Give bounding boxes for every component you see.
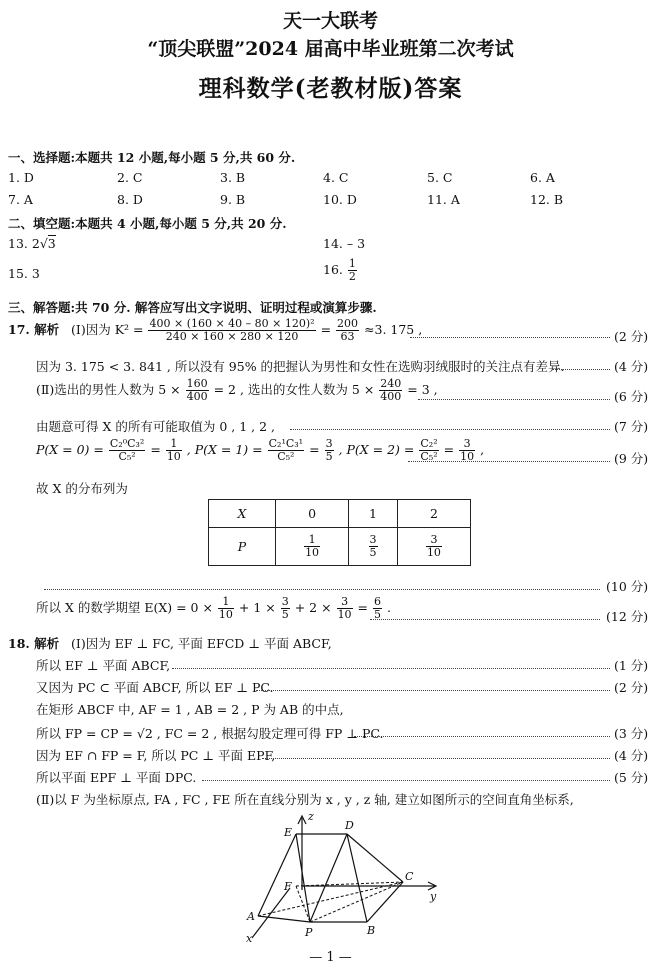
q17-line8 [36,596,391,621]
cell-den: 10 [426,546,441,559]
q17-l5-b: , P(X = 1) = [186,442,263,458]
q17-l1-eq: = [320,322,332,338]
cell-num: 3 [426,534,442,547]
q18-l1: (Ⅰ)因为 EF ⊥ FC, 平面 EFCD ⊥ 平面 ABCF, [71,636,332,651]
edge-EP [296,834,310,922]
label-P: P [305,926,313,939]
q17-l5-v1n: 1 [166,438,182,451]
x-axis [252,888,290,938]
q17-label: 17. 解析 [8,322,60,338]
leader-dots [256,690,610,691]
section3-title: 三、解答题:共 70 分. 解答应写出文字说明、证明过程或演算步骤. [8,300,377,315]
coordinate-figure [240,808,450,948]
edge-DP [310,834,347,922]
q17-l8-f2n: 3 [281,595,289,608]
q17-score1: (2 分) [614,329,649,344]
q17-l5-v3n: 3 [459,438,475,451]
answer-8: 8. D [117,192,143,207]
q17-l1-den2: 63 [340,330,355,344]
q18-score3: (3 分) [614,726,649,741]
answer-14: 14. – 3 [323,236,366,251]
answer-9: 9. B [220,192,246,207]
table-row-label: P [209,528,276,566]
distribution-table [208,499,471,566]
cell-num: 3 [369,532,377,546]
label-A: A [247,910,255,923]
q17-l1-den: 240 × 160 × 280 × 120 [165,330,299,344]
q17-l3-n2: 240 [380,377,402,390]
answer-5: 5. C [427,170,453,185]
leader-dots [354,736,610,737]
leader-dots [408,461,610,462]
leader-dots [172,668,610,669]
q17-l8-c: + 2 × [294,600,332,616]
q17-line3 [36,378,438,403]
q17-l1-pre: (Ⅰ)因为 K² = [71,322,144,338]
answer-16-den: 2 [348,270,356,284]
leader-dots [290,429,610,430]
leader-dots [370,619,600,620]
header-line1: 天一大联考 [282,10,378,32]
header-title: 理科数学(老教材版)答案 [198,75,463,102]
q17-l3-a: (Ⅱ)选出的男性人数为 5 × [36,382,181,398]
q17-l5-v1d: 10 [166,450,181,464]
table-row [209,500,471,528]
label-y: y [430,890,437,903]
q17-l8-d: . [387,600,391,616]
q17-l5-f1n: C₂⁰C₃² [109,437,145,450]
q17-l5-eq2: = [309,442,320,458]
q17-l3-n1: 160 [186,377,208,390]
sqrt-sign: √ [39,236,48,251]
q17-score2: (4 分) [614,359,649,374]
leader-dots [44,589,600,590]
table-cell [397,528,470,566]
answer-15: 15. 3 [8,266,40,281]
q18-line8: (Ⅱ)以 F 为坐标原点, FA , FC , FE 所在直线分别为 x , y , z 轴, 建立如图所示的空间直角坐标系, [36,792,574,807]
q17-line5 [36,438,484,463]
q17-l8-f2d: 5 [281,608,289,622]
label-B: B [367,924,376,937]
answer-16-num: 1 [348,257,356,270]
table-head-1: 1 [349,500,398,528]
leader-dots [262,758,610,759]
answer-4: 4. C [323,170,349,185]
q17-line4: 由题意可得 X 的所有可能取值为 0 , 1 , 2 , [36,419,275,434]
edge-DC [347,834,403,882]
q17-score5: (9 分) [614,451,649,466]
leader-dots [410,337,610,338]
q17-score6: (10 分) [606,579,649,594]
edge-BC [367,882,403,922]
answer-3: 3. B [220,170,246,185]
answer-1: 1. D [8,170,34,185]
table-head-2: 2 [397,500,470,528]
q17-l8-a: 所以 X 的数学期望 E(X) = 0 × [36,600,213,616]
answer-13-prefix: 13. 2 [8,236,40,251]
edge-EA [258,834,296,916]
q18-label: 18. 解析 [8,636,60,651]
label-D: D [345,819,354,832]
q17-l5-f1d: C₅² [118,450,136,464]
q18-line2: 所以 EF ⊥ 平面 ABCF, [36,658,171,673]
q18-line3: 又因为 PC ⊂ 平面 ABCF, 所以 EF ⊥ PC. [36,680,274,695]
page-number: — 1 — [309,950,352,965]
q18-score5: (5 分) [614,770,649,785]
answer-16 [323,258,358,283]
q17-l8-f1d: 10 [218,608,233,622]
q17-l1-num2: 200 [337,317,359,330]
answer-2: 2. C [117,170,143,185]
q17-l3-b: = 2 , 选出的女性人数为 5 × [213,382,375,398]
q17-l5-v3d: 10 [460,450,475,464]
q17-l3-d2: 400 [380,390,402,404]
table-head-x: X [209,500,276,528]
label-F: F [284,880,292,893]
q17-line6: 故 X 的分布列为 [36,481,128,496]
q17-l5-eq1: = [150,442,161,458]
q17-l5-d: , [480,442,485,458]
q17-l5-f3d: C₅² [420,450,438,464]
table-cell [349,528,398,566]
answer-13 [8,236,56,251]
table-cell [276,528,349,566]
label-C: C [405,870,414,883]
label-E: E [284,826,293,839]
q17-l1-num: 400 × (160 × 40 – 80 × 120)² [149,317,315,330]
q18-line4: 在矩形 ABCF 中, AF = 1 , AB = 2 , P 为 AB 的中点, [36,702,344,717]
q17-line1 [8,318,422,343]
q17-l1-post: ≈3. 175 , [364,322,423,338]
q17-l5-f2d: C₅² [277,450,295,464]
q17-line2: 因为 3. 175 < 3. 841 , 所以没有 95% 的把握认为男性和女性在选购羽绒服时的关注点有差异. [36,359,565,374]
edge-AC [258,882,403,916]
leader-dots [418,399,610,400]
q17-score4: (7 分) [614,419,649,434]
label-z: z [308,810,314,823]
cell-den: 5 [369,546,377,559]
answer-10: 10. D [323,192,357,207]
answer-12: 12. B [530,192,564,207]
leader-dots [202,780,610,781]
q17-l8-f4n: 6 [374,595,382,608]
section1-title: 一、选择题:本题共 12 小题,每小题 5 分,共 60 分. [8,150,296,165]
q17-l8-b: + 1 × [238,600,276,616]
q17-score3: (6 分) [614,389,649,404]
q17-l5-eq3: = [443,442,455,458]
q17-l5-v2d: 5 [325,450,333,464]
q18-line6: 因为 EF ∩ FP = F, 所以 PC ⊥ 平面 EPF, [36,748,276,763]
q17-l5-f2n: C₂¹C₃¹ [268,437,304,450]
table-row [209,528,471,566]
answer-6: 6. A [530,170,555,185]
q17-l3-d1: 400 [186,390,208,404]
answer-11: 11. A [427,192,460,207]
q17-l5-v2n: 3 [325,437,333,450]
answer-16-prefix: 16. [323,262,343,278]
q17-l8-f3n: 3 [337,596,353,609]
q17-l3-c: = 3 , [407,382,438,398]
q17-l5-f3n: C₂² [420,437,438,450]
q18-line7: 所以平面 EPF ⊥ 平面 DPC. [36,770,197,785]
q18-line5: 所以 FP = CP = √2 , FC = 2 , 根据勾股定理可得 FP ⊥ PC. [36,726,384,741]
q17-score7: (12 分) [606,609,649,624]
q18-score4: (4 分) [614,748,649,763]
q17-l5-a: P(X = 0) = [36,442,104,458]
answer-13-radicand: 3 [47,236,56,251]
q17-l8-eq: = [357,600,369,616]
q17-l5-c: , P(X = 2) = [338,442,415,458]
header-line2: “顶尖联盟”2024 届高中毕业班第二次考试 [147,38,514,60]
edge-DB [347,834,367,922]
q18-line1 [8,634,332,652]
table-head-0: 0 [276,500,349,528]
answer-7: 7. A [8,192,33,207]
cell-den: 10 [305,546,320,559]
q17-l8-f3d: 10 [337,608,352,622]
q18-score2: (2 分) [614,680,649,695]
q18-score1: (1 分) [614,658,649,673]
label-x: x [246,932,253,945]
leader-dots [552,369,610,370]
cell-num: 1 [304,534,320,547]
section2-title: 二、填空题:本题共 4 小题,每小题 5 分,共 20 分. [8,216,287,231]
q17-l8-f1n: 1 [218,596,234,609]
q17-l8-f4d: 5 [374,608,382,622]
